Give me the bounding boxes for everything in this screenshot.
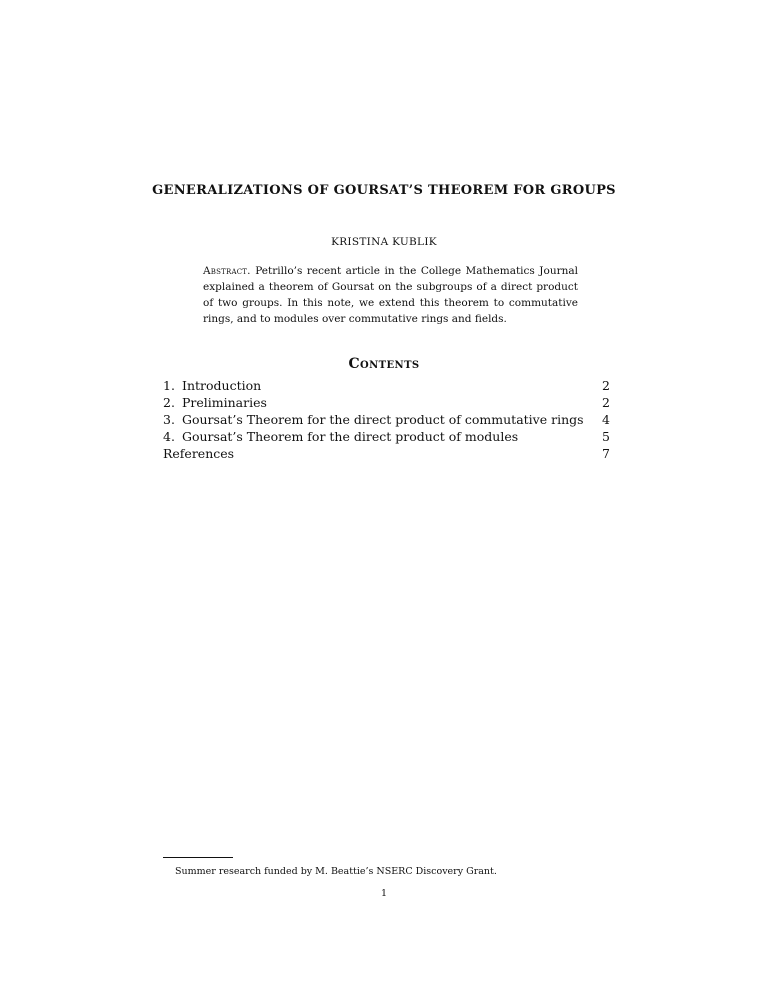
contents-heading: Contents [348,356,420,372]
footnote-divider [163,857,233,858]
toc-entry-number: 3. [163,412,175,427]
toc-entry [163,428,610,445]
toc-entry-page: 2 [602,395,610,410]
toc-entry-title: Preliminaries [182,395,267,410]
toc-entry [163,411,610,428]
toc-entry-references [163,445,610,462]
paper-title: GENERALIZATIONS OF GOURSAT’S THEOREM FOR GROUPS [152,183,616,198]
page-number: 1 [380,888,388,899]
toc-entry-title: References [163,446,235,461]
abstract-text: Petrillo’s recent article in the College Mathematics Journal explained a theorem of Goursat on the subgroups of a direct product of two groups. In this note, we extend this theorem to commutative rings, and to modules over commutative rings and fields. [203,265,579,325]
toc-entry-number: 2. [163,395,175,410]
table-of-contents [163,377,610,462]
toc-entry-title: Goursat’s Theorem for the direct product of modules [182,429,519,444]
toc-entry-number: 4. [163,429,175,444]
toc-entry-page: 4 [602,412,610,427]
footnote: Summer research funded by M. Beattie’s NSERC Discovery Grant. [175,866,497,877]
toc-entry-page: 7 [602,446,610,461]
abstract [203,263,578,327]
author-name: KRISTINA KUBLIK [331,236,437,248]
toc-entry-page: 5 [602,429,610,444]
abstract-label: Abstract. [203,265,251,277]
toc-entry [163,394,610,411]
toc-entry [163,377,610,394]
toc-entry-title: Introduction [182,378,262,393]
toc-entry-number: 1. [163,378,175,393]
toc-entry-page: 2 [602,378,610,393]
toc-entry-title: Goursat’s Theorem for the direct product of commutative rings [182,412,584,427]
